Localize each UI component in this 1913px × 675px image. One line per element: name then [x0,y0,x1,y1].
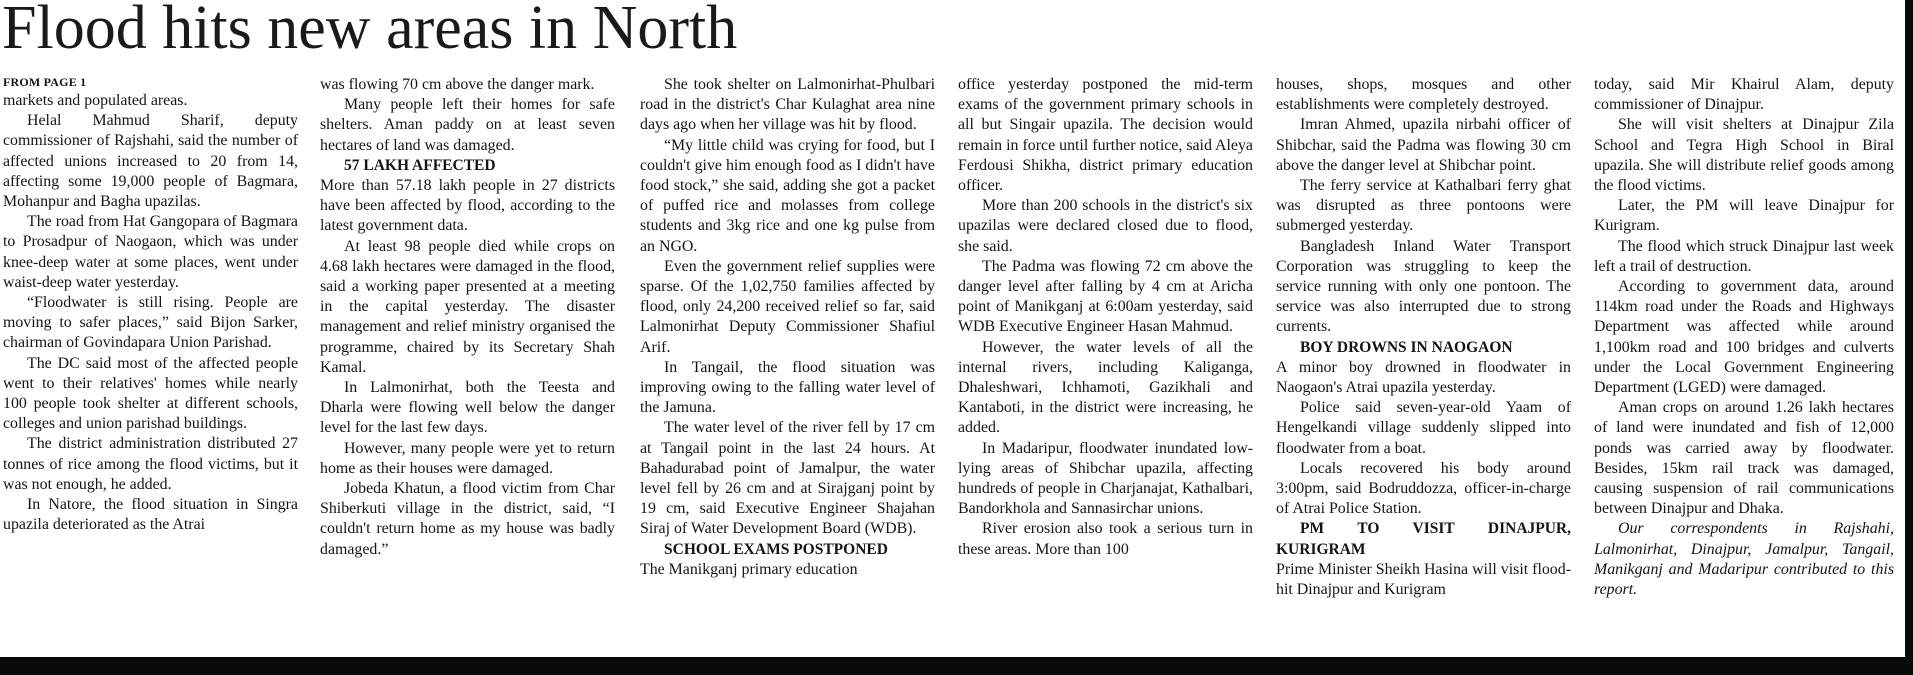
article-paragraph: houses, shops, mosques and other establishments were completely destroyed. [1276,76,1571,114]
article-paragraph: today, said Mir Khairul Alam, deputy commissioner of Dinajpur. [1594,76,1894,114]
article-paragraph: “Floodwater is still rising. People are moving to safer places,” said Bijon Sarker, chairman of Govindapara Union Parishad. [3,294,298,352]
article-column-3 [640,75,935,655]
article-paragraph: The Manikganj primary education [640,560,858,578]
article-column-1 [3,75,298,655]
subheading: PM TO VISIT DINAJPUR, KURIGRAM [1276,520,1571,558]
article-paragraph: Police said seven-year-old Yaam of Hengelkandi village suddenly slipped into floodwater from a boat. [1276,399,1571,457]
article-paragraph: However, the water levels of all the internal rivers, including Kaliganga, Dhaleshwari, Ichhamoti, Gazikhali and Kantaboti, in the district were increasing, he added. [958,338,1253,437]
article-paragraph: Helal Mahmud Sharif, deputy commissioner of Rajshahi, said the number of affected unions increased to 20 from 14, affecting some 19,000 people of Bagmara, Mohanpur and Bagha upazilas. [3,112,298,211]
article-paragraph: The district administration distributed 27 tonnes of rice among the flood victims, but it was not enough, he added. [3,435,298,493]
article-paragraph: However, many people were yet to return home as their houses were damaged. [320,439,615,477]
article-paragraph: More than 200 schools in the district's six upazilas were declared closed due to flood, she said. [958,197,1253,255]
correspondents-credit: Our correspondents in Rajshahi, Lalmonirhat, Dinajpur, Jamalpur, Tangail, Manikganj and Madaripur contributed to this report. [1594,520,1894,599]
article-paragraph: The DC said most of the affected people went to their relatives' homes while nearly 100 people took shelter at different schools, colleges and union parishad buildings. [3,354,298,433]
article-paragraph: Bangladesh Inland Water Transport Corporation was struggling to keep the service running with only one pontoon. The service was also interrupted due to strong currents. [1276,237,1571,336]
article-paragraph: In Madaripur, floodwater inundated low-lying areas of Shibchar upazila, affecting hundreds of people in Charjanajat, Kathalbari, Bandorkhola and Sannasirchar unions. [958,439,1253,518]
right-border [1905,0,1913,675]
article-column-5 [1276,75,1571,655]
bottom-border [0,657,1913,675]
article-column-6 [1594,75,1894,655]
article-paragraph: office yesterday postponed the mid-term exams of the government primary schools in all but Singair upazila. The decision would remain in force until further notice, said Aleya Ferdousi Shikha, district primary education officer. [958,76,1253,195]
article-paragraph: was flowing 70 cm above the danger mark. [320,76,595,93]
article-paragraph: In Tangail, the flood situation was improving owing to the falling water level of the Jamuna. [640,358,935,417]
article-paragraph: A minor boy drowned in floodwater in Naogaon's Atrai upazila yesterday. [1276,358,1571,397]
article-column-4 [958,75,1253,655]
continued-from-kicker: FROM PAGE 1 [3,75,87,89]
subheading: 57 LAKH AFFECTED [344,156,496,174]
article-paragraph: The Padma was flowing 72 cm above the danger level after falling by 4 cm at Aricha point of Manikganj at 6:00am yesterday, said WDB Executive Engineer Hasan Mahmud. [958,257,1253,336]
article-paragraph: Jobeda Khatun, a flood victim from Char Shiberkuti village in the district, said, “I couldn't return home as my house was badly damaged.” [320,480,615,558]
article-paragraph: Prime Minister Sheikh Hasina will visit flood-hit Dinajpur and Kurigram [1276,560,1571,599]
article-paragraph: Later, the PM will leave Dinajpur for Kurigram. [1594,197,1894,235]
article-paragraph: At least 98 people died while crops on 4.68 lakh hectares were damaged in the flood, said a working paper presented at a meeting in the capital yesterday. The disaster management and relief ministry organised the programme, chaired by its Secretary Shah Kamal. [320,237,615,376]
article-paragraph: markets and populated areas. [3,92,188,109]
article-paragraph: She took shelter on Lalmonirhat-Phulbari road in the district's Char Kulaghat area nine days ago when her village was hit by flood. [640,76,935,134]
article-paragraph: Imran Ahmed, upazila nirbahi officer of Shibchar, said the Padma was flowing 30 cm above the danger level at Shibchar point. [1276,116,1571,174]
article-paragraph: In Natore, the flood situation in Singra upazila deteriorated as the Atrai [3,496,298,534]
article-paragraph: The flood which struck Dinajpur last week left a trail of destruction. [1594,237,1894,275]
article-paragraph: The water level of the river fell by 17 cm at Tangail point in the last 24 hours. At Bahadurabad point of Jamalpur, the water level fell by 26 cm and at Sirajganj point by 19 cm, said Executive Engineer Shajahan Siraj of Water Development Board (WDB). [640,419,935,538]
article-paragraph: Aman crops on around 1.26 lakh hectares of land were inundated and fish of 12,000 ponds was carried away by floodwater. Besides, 15km rail track was damaged, causing suspension of rail communications between Dinajpur and Dhaka. [1594,399,1894,518]
article-column-2 [320,75,615,655]
article-paragraph: In Lalmonirhat, both the Teesta and Dharla were flowing well below the danger level for the last few days. [320,379,615,437]
article-paragraph: The road from Hat Gangopara of Bagmara to Prosadpur of Naogaon, which was under knee-deep water at some places, went under waist-deep water yesterday. [3,213,298,291]
article-paragraph: According to government data, around 114km road under the Roads and Highways Department was affected while around 1,100km road and 100 bridges and culverts under the Local Government Engineering Department (LGED) were damaged. [1594,278,1894,397]
article-paragraph: River erosion also took a serious turn in these areas. More than 100 [958,520,1253,558]
subheading: BOY DROWNS IN NAOGAON [1300,338,1513,356]
article-paragraph: Many people left their homes for safe shelters. Aman paddy on at least seven hectares of land was damaged. [320,96,615,154]
headline: Flood hits new areas in North [2,0,738,62]
article-paragraph: Locals recovered his body around 3:00pm, said Bodruddozza, officer-in-charge of Atrai Police Station. [1276,459,1571,518]
subheading: SCHOOL EXAMS POSTPONED [664,540,888,558]
article-paragraph: More than 57.18 lakh people in 27 districts have been affected by flood, according to the latest government data. [320,177,615,235]
article-paragraph: Even the government relief supplies were sparse. Of the 1,02,750 families affected by flood, only 24,200 received relief so far, said Lalmonirhat Deputy Commissioner Shafiul Arif. [640,257,935,356]
article-paragraph: “My little child was crying for food, but I couldn't give him enough food as I didn't have food stock,” she said, adding she got a packet of puffed rice and molasses from college students and 3kg rice and one kg pulse from an NGO. [640,136,935,255]
article-paragraph: She will visit shelters at Dinajpur Zila School and Tegra High School in Biral upazila. She will distribute relief goods among the flood victims. [1594,116,1894,195]
article-paragraph: The ferry service at Kathalbari ferry ghat was disrupted as three pontoons were submerged yesterday. [1276,177,1571,235]
